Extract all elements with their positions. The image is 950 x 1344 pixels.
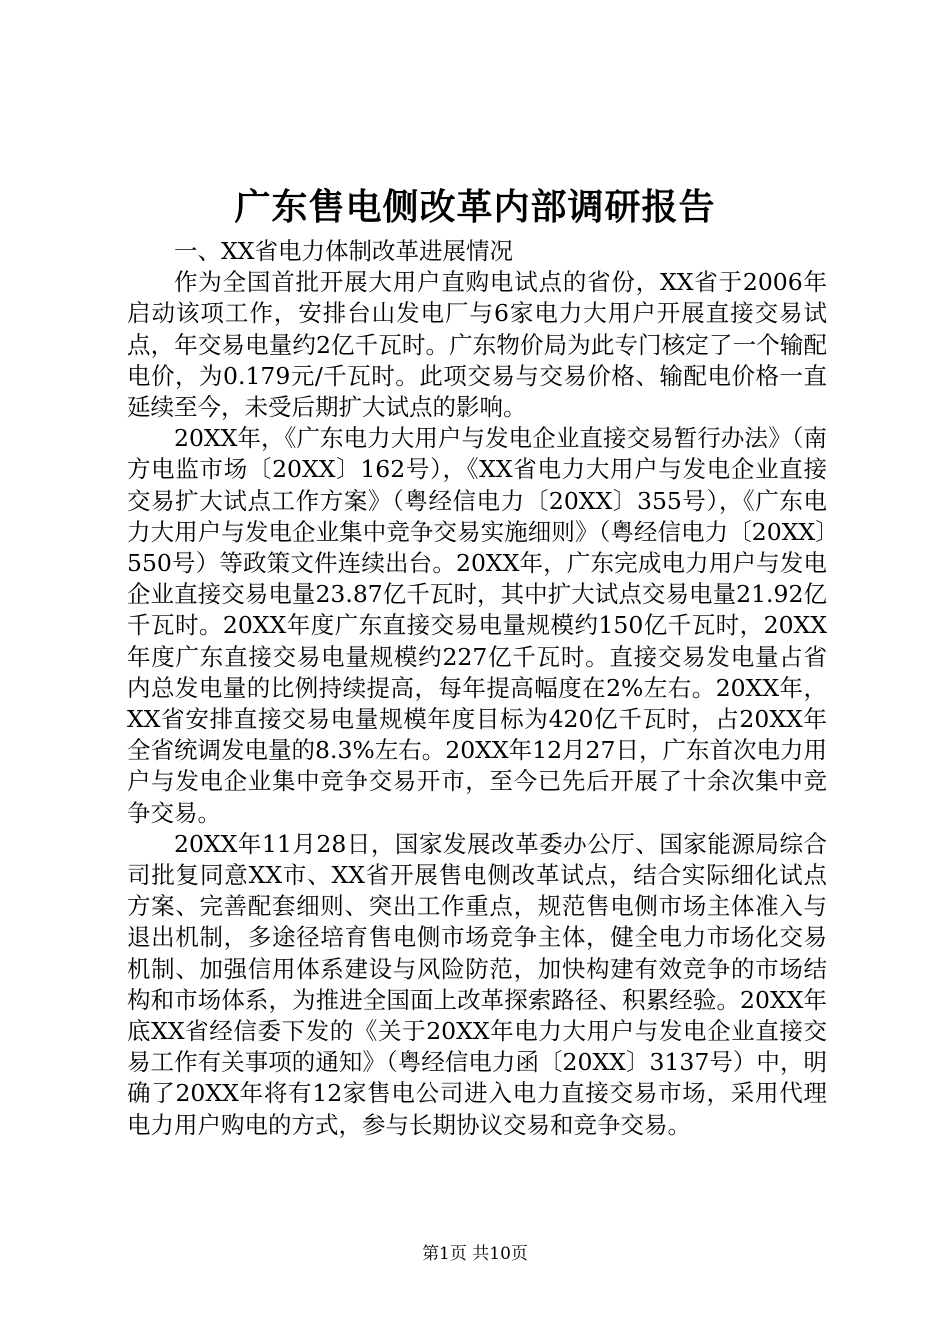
document-title: 广东售电侧改革内部调研报告	[234, 186, 716, 228]
paragraph-2: 20XX年，《广东电力大用户与发电企业直接交易暂行办法》（南方电监市场〔20XX〕162号），《XX省电力大用户与发电企业直接交易扩大试点工作方案》（粤经信电力〔20XX〕355号），《广东电力大用户与发电企业集中竞争交易实施细则》（粤经信电力〔20XX〕550号）等政策文件连续出台。20XX年，广东完成电力用户与发电企业直接交易电量23.87亿千瓦时，其中扩大试点交易电量21.92亿千瓦时。20XX年度广东直接交易电量规模约150亿千瓦时，20XX年度广东直接交易电量规模约227亿千瓦时。直接交易发电量占省内总发电量的比例持续提高，每年提高幅度在2%左右。20XX年，XX省安排直接交易电量规模年度目标为420亿千瓦时，占20XX年全省统调发电量的8.3%左右。20XX年12月27日，广东首次电力用户与发电企业集中竞争交易开市，至今已先后开展了十余次集中竞争交易。	[127, 424, 827, 827]
paragraph-3: 20XX年11月28日，国家发展改革委办公厅、国家能源局综合司批复同意XX市、XX省开展售电侧改革试点，结合实际细化试点方案、完善配套细则、突出工作重点，规范售电侧市场主体准入与退出机制，多途径培育售电侧市场竞争主体，健全电力市场化交易机制、加强信用体系建设与风险防范，加快构建有效竞争的市场结构和市场体系，为推进全国面上改革探索路径、积累经验。20XX年底XX省经信委下发的《关于20XX年电力大用户与发电企业直接交易工作有关事项的通知》（粤经信电力函〔20XX〕3137号）中，明确了20XX年将有12家售电公司进入电力直接交易市场，采用代理电力用户购电的方式，参与长期协议交易和竞争交易。	[127, 829, 827, 1139]
section-heading: 一、XX省电力体制改革进展情况	[174, 237, 513, 265]
document-body	[127, 236, 827, 1141]
page-footer: 第1页 共10页	[422, 1244, 528, 1264]
paragraph-1: 作为全国首批开展大用户直购电试点的省份，XX省于2006年启动该项工作，安排台山发电厂与6家电力大用户开展直接交易试点，年交易电量约2亿千瓦时。广东物价局为此专门核定了一个输配电价，为0.179元/千瓦时。此项交易与交易价格、输配电价格一直延续至今，未受后期扩大试点的影响。	[127, 268, 827, 422]
